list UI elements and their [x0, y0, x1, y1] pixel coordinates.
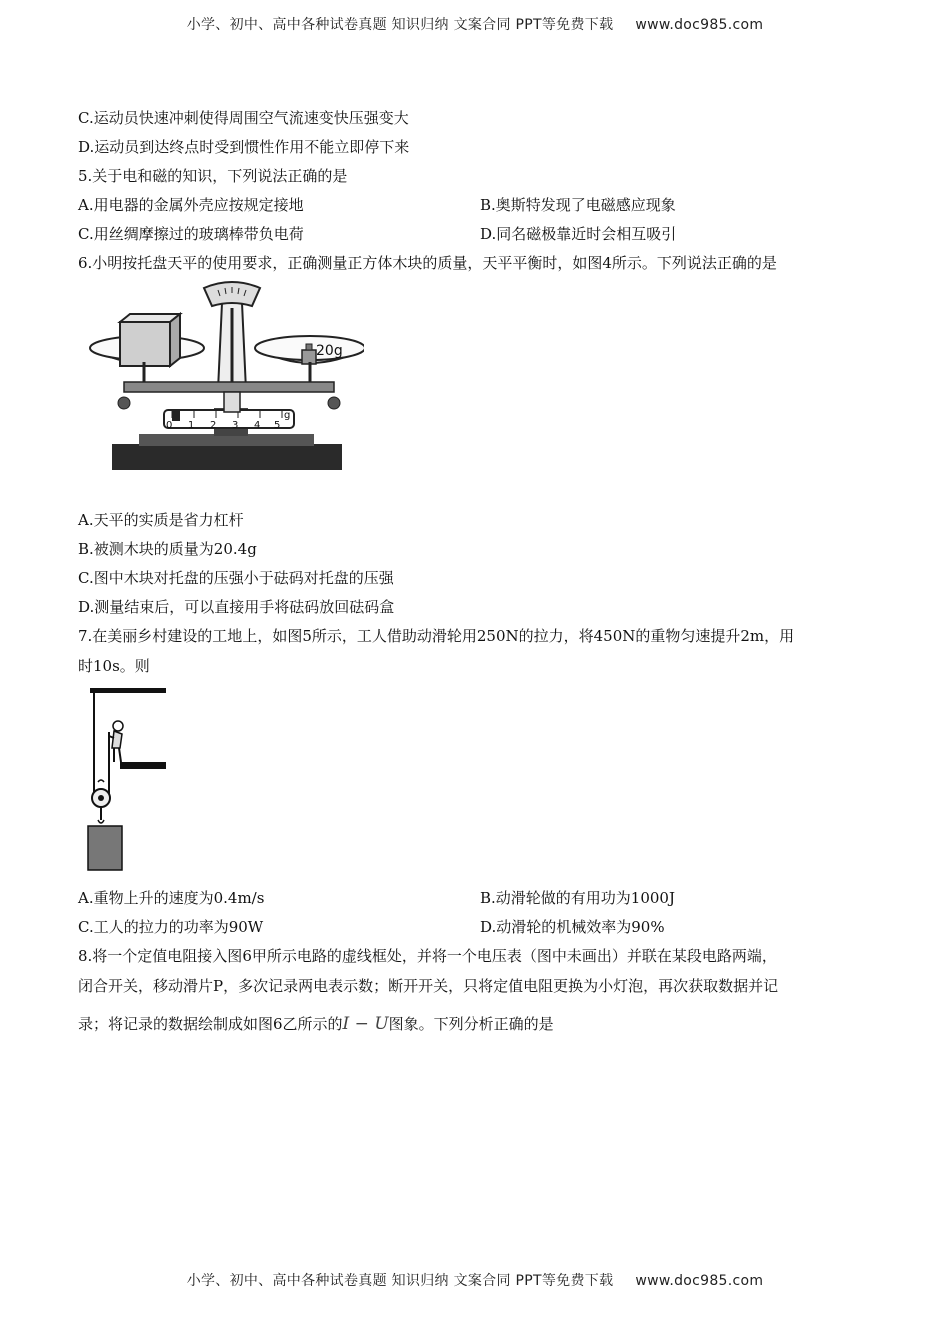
q6-stem: 6.小明按托盘天平的使用要求，正确测量正方体木块的质量，天平平衡时，如图4所示。下列说法正确的是: [78, 254, 777, 272]
q8-stem-line-1: 8.将一个定值电阻接入图6甲所示电路的虚线框处，并将一个电压表（图中未画出）并联在某段电路两端，: [78, 947, 777, 965]
balance-scale-figure: [84, 278, 364, 478]
q5-option-d: D.同名磁极靠近时会相互吸引: [480, 225, 677, 243]
q5-stem: 5.关于电和磁的知识，下列说法正确的是: [78, 167, 348, 185]
q7-option-a: A.重物上升的速度为0.4m/s: [78, 889, 265, 907]
scale-label-5: 5: [274, 420, 281, 431]
q8-line-3-post: 图象。下列分析正确的是: [388, 1015, 554, 1033]
q7-stem-line-1: 7.在美丽乡村建设的工地上，如图5所示，工人借助动滑轮用250N的拉力，将450N的重物匀速提升2m，用: [78, 627, 795, 645]
q7-option-c: C.工人的拉力的功率为90W: [78, 918, 264, 936]
q6-option-a: A.天平的实质是省力杠杆: [78, 511, 244, 529]
weight-label: 20g: [316, 343, 343, 359]
q6-option-c: C.图中木块对托盘的压强小于砝码对托盘的压强: [78, 569, 394, 587]
scale-label-2: 2: [210, 420, 217, 431]
q8-line-3-pre: 录；将记录的数据绘制成如图6乙所示的: [78, 1015, 343, 1033]
q4-option-d: D.运动员到达终点时受到惯性作用不能立即停下来: [78, 138, 410, 156]
scale-label-unit: g: [284, 410, 291, 421]
q5-option-b: B.奥斯特发现了电磁感应现象: [480, 196, 676, 214]
q7-stem-line-2: 时10s。则: [78, 657, 150, 675]
q6-option-d: D.测量结束后，可以直接用手将砝码放回砝码盒: [78, 598, 395, 616]
q4-option-c: C.运动员快速冲刺使得周围空气流速变快压强变大: [78, 109, 409, 127]
q6-option-b: B.被测木块的质量为20.4g: [78, 540, 257, 558]
q8-stem-line-3: [78, 1014, 554, 1034]
q7-option-b: B.动滑轮做的有用功为1000J: [480, 889, 675, 907]
q8-stem-line-2: 闭合开关，移动滑片P，多次记录两电表示数；断开开关，只将定值电阻更换为小灯泡，再次获取数据并记: [78, 977, 779, 995]
footer-text: 小学、初中、高中各种试卷真题 知识归纳 文案合同 PPT等免费下载: [186, 1273, 614, 1289]
q5-option-c: C.用丝绸摩擦过的玻璃棒带负电荷: [78, 225, 304, 243]
i-u-formula: I − U: [342, 1014, 389, 1034]
q7-option-d: D.动滑轮的机械效率为90%: [480, 918, 665, 936]
header-text: 小学、初中、高中各种试卷真题 知识归纳 文案合同 PPT等免费下载: [186, 17, 614, 33]
header-site-link[interactable]: www.doc985.com: [635, 17, 764, 33]
scale-label-3: 3: [232, 420, 239, 431]
scale-label-0: 0: [166, 420, 173, 431]
footer-site-link[interactable]: www.doc985.com: [635, 1273, 764, 1289]
q5-option-a: A.用电器的金属外壳应按规定接地: [78, 196, 304, 214]
page-header: [0, 14, 950, 34]
scale-label-1: 1: [188, 420, 195, 431]
page-footer: [0, 1270, 950, 1290]
scale-label-4: 4: [254, 420, 261, 431]
pulley-figure: [84, 686, 174, 876]
